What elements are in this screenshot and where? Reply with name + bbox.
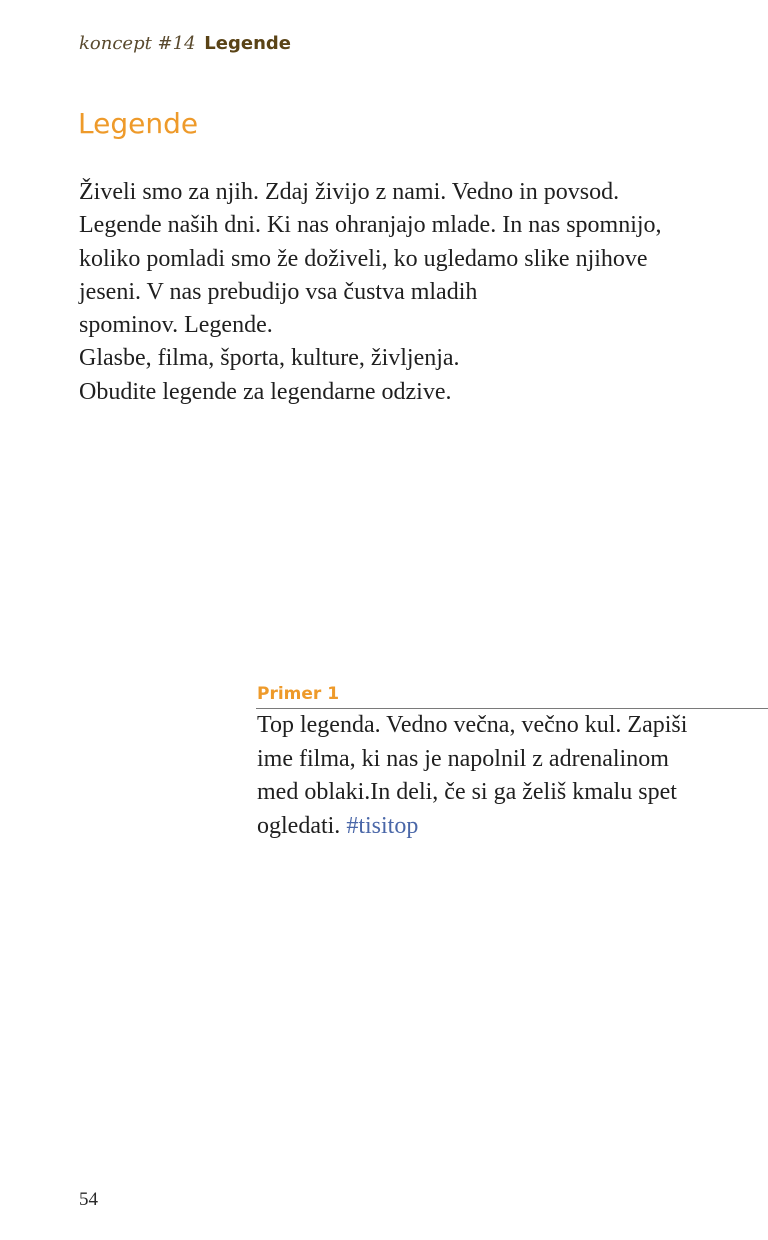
body-line: jeseni. V nas prebudijo vsa čustva mladih (79, 278, 478, 305)
page-number: 54 (79, 1189, 98, 1210)
example-line: ime filma, ki nas je napolnil z adrenalinom (257, 745, 669, 772)
body-line: spominov. Legende. (79, 312, 273, 339)
body-line: koliko pomladi smo že doživeli, ko ugledamo slike njihove (79, 245, 648, 272)
running-head-topic: Legende (204, 33, 291, 54)
body-line: Obudite legende za legendarne odzive. (79, 378, 452, 405)
page-title: Legende (78, 107, 199, 140)
running-head-concept: koncept #14 (79, 33, 196, 54)
example-line: Top legenda. Vedno večna, večno kul. Zapiši (257, 712, 688, 738)
body-paragraph (79, 176, 719, 409)
body-line: Glasbe, filma, športa, kulture, življenja. (79, 345, 460, 372)
example-text (257, 709, 727, 843)
example-line: med oblaki.In deli, če si ga želiš kmalu spet (257, 779, 677, 805)
example-last-line-text: ogledati. (257, 812, 341, 839)
example-label: Primer 1 (257, 684, 340, 704)
hashtag-link[interactable]: #tisitop (346, 812, 419, 839)
example-line-last (257, 810, 727, 844)
body-line: Legende naših dni. Ki nas ohranjajo mlade. In nas spomnijo, (79, 212, 662, 239)
body-line: Živeli smo za njih. Zdaj živijo z nami. Vedno in povsod. (79, 179, 620, 205)
running-head (79, 31, 291, 57)
